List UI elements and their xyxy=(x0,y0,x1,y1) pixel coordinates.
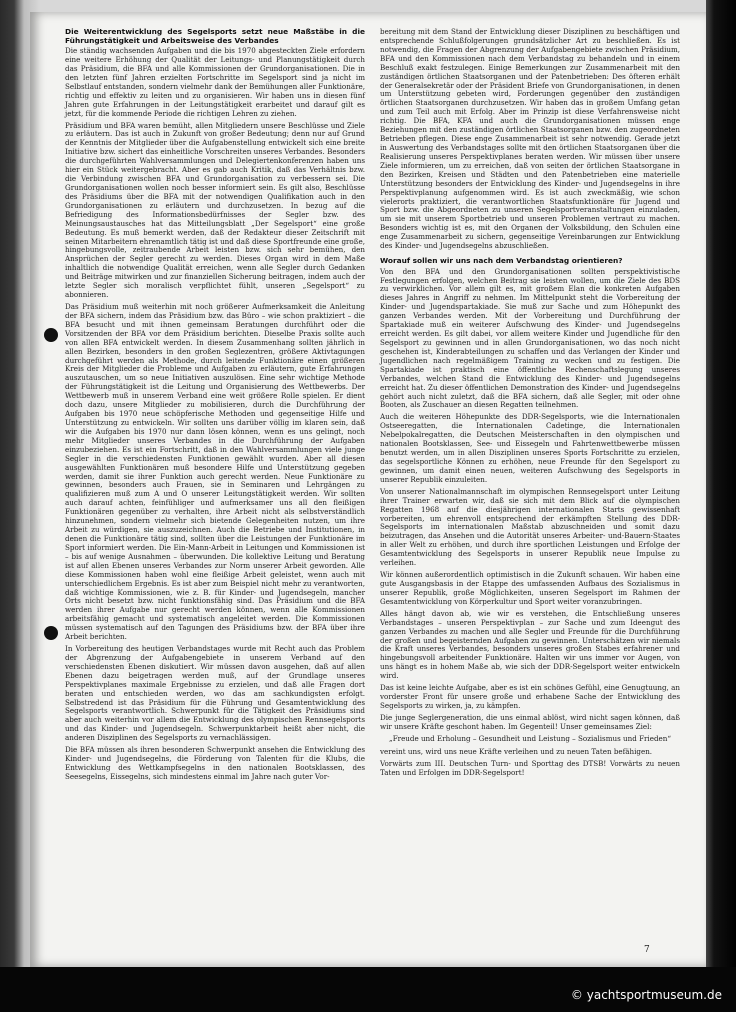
paragraph: Die junge Seglergeneration, die uns einmal ablöst, wird nicht sagen können, daß wir unsere Kräfte geschont haben. Im Gegenteil! Unser gemeinsames Ziel: xyxy=(380,712,680,731)
paragraph: Die ständig wachsenden Aufgaben und die bis 1970 abgesteckten Ziele erfordern eine weitere Erhöhung der Qualität der Leitungs- und Planungstätigkeit durch das Präsidium, die BFA und alle Kommissionen der Grundorganisationen. Die in den letzten fünf Jahren erzielten Fortschritte im Segelsport sind ja nicht im Selbstlauf entstanden, sondern vielmehr dank der Bemühungen aller Funktionäre, richtig und effektiv zu leiten und zu organisieren. Wir haben uns in diesen fünf Jahren gute Erfahrungen in der Leitungstätigkeit erarbeitet und darauf gilt es jetzt, für die kommende Periode die richtigen Lehren zu ziehen. xyxy=(65,46,365,118)
paragraph: Von den BFA und den Grundorganisationen sollten perspektivistische Festlegungen erfolgen, welchen Beitrag sie leisten wollen, um die Ziele des BDS zu verwirklichen. Vor allem gilt es, mit großem Elan die konkreten Aufgaben dieses Jahres in Angriff zu nehmen. Im Mittelpunkt steht die Vorbereitung der Kinder- und Jugendspartakiade. Sie muß zur Sache und zum Höhepunkt des ganzen Verbandes werden. Mit der Vorbereitung und Durchführung der Spartakiade muß ein weiterer Aufschwung des Kinder- und Jugendsegelns erreicht werden. Es gilt dabei, vor allem weitere Kinder und Jugendliche für den Segelsport zu gewinnen und in allen Grundorganisationen, wo das noch nicht geschehen ist, Kinderabteilungen zu schaffen und das Verlangen der Kinder und Jugendlichen nach regelmäßigem Training zu wecken und zu festigen. Die Spartakiade ist praktisch eine öffentliche Rechenschaftslegung unseres Verbandes, welchen Stand die Entwicklung des Kinder- und Jugendsegelns erreicht hat. Zu dieser öffentlichen Demonstration des Kinder- und Jugendsegelns gehört auch nicht zuletzt, daß die BFA sichern, daß alle Segler, mit oder ohne Booten, als Zuschauer an diesen Regatten teilnehmen. xyxy=(380,266,680,410)
watermark-credit: © yachtsportmuseum.de xyxy=(570,988,722,1002)
paragraph: vereint uns, wird uns neue Kräfte verleihen und zu neuen Taten befähigen. xyxy=(380,746,653,756)
paragraph: Das ist keine leichte Aufgabe, aber es ist ein schönes Gefühl, eine Genugtuung, an vorderster Front für unsere große und erhabene Sache der Entwicklung des Segelsports zu wirken, ja, zu kämpfen. xyxy=(380,683,680,710)
motto-quote: „Freude und Erholung – Gesundheit und Leistung – Sozialismus und Frieden“ xyxy=(389,733,671,743)
paragraph: Das Präsidium muß weiterhin mit noch größerer Aufmerksamkeit die Anleitung der BFA sichern, indem das Präsidium bzw. das Büro – wie schon praktiziert – die BFA besucht und mit ihnen gemeinsam Beratungen durchführt oder die Vorsitzenden der BFA vor dem Präsidium berichten. Dieselbe Praxis sollte auch von allen BFA entwickelt werden. In diesem Zusammenhang sollten jährlich in allen Bezirken, besonders in den großen Seglezentren, größere Aktivtagungen durchgeführt werden als Methode, durch leitende Funktionäre einen größeren Kreis der Mitglieder die Probleme und Aufgaben zu erläutern, gute Erfahrungen auszutauschen, um so neue Initiativen auszulösen. Eine sehr wichtige Methode der Führungstätigkeit ist die Leitung und Organisierung des Wettbewerbs. Der Wettbewerb muß in unserem Verband eine weit größere Rolle spielen. Er dient doch dazu, unsere Mitglieder zu mobilisieren, durch die Durchführung der Aufgaben bis 1970 neue schöpferische Methoden und gegenseitige Hilfe und Unterstützung zu entwickeln. Wir sollten uns darüber völlig im klaren sein, daß wir die Aufgaben bis 1970 nur dann lösen können, wenn es uns gelingt, noch mehr Mitglieder unseres Verbandes in die Durchführung der Aufgaben einzubeziehen. Es ist ein Fortschritt, daß in den Wahlversammlungen viele junge Segler in die verschiedensten Funktionen gewählt wurden. Aber all diesen ausgewählten Funktionären muß besondere Hilfe und Unterstützung gegeben werden, damit sie ihrer Funktion auch gerecht werden. Neue Funktionäre zu gewinnen, besonders auch Frauen, sie in Seminaren und Lehrgängen zu qualifizieren muß zum A und O unserer Leitungstätigkeit werden. Wir sollten auch darauf achten, feinfühliger und aufmerksamer uns all den fleißigen Funktionären gegenüber zu verhalten, ihre Arbeit nicht als selbstverständlich hinzunehmen, sondern vielmehr sich bietende Gelegenheiten nutzen, um ihre Arbeit zu würdigen, sie auszuzeichnen. Auch die Betriebe und Institutionen, in denen die Funktionäre tätig sind, sollten über die Leistungen der Funktionäre im Sport informiert werden. Die Ein-Mann-Arbeit in Leitungen und Kommissionen ist – bis auf wenige Ausnahmen – überwunden. Die kollektive Leitung und Beratung ist auf allen Ebenen unseres Verbandes zur Norm unserer Arbeit geworden. Alle diese Kommissionen haben wohl eine fleißige Arbeit geleistet, wenn auch mit unterschiedlichem Ergebnis. Es ist aber zum Beispiel nicht mehr zu verantworten, daß wichtige Kommissionen, wie z. B. für Kinder- und Jugendsegeln, mancher Orts nicht besetzt bzw. nicht funktionsfähig sind. Das Präsidium und die BFA werden ihrer Aufgabe nur gerecht werden können, wenn alle Kommissionen arbeitsfähig gemacht und systematisch angeleitet werden. Die Kommissionen müssen systematisch auf den Tagungen des Präsidiums bzw. der BFA über ihre Arbeit berichten. xyxy=(65,302,365,642)
left-column xyxy=(65,28,365,785)
section-heading: Die Weiterentwicklung des Segelsports setzt neue Maßstäbe in die Führungstätigkeit und Arbeitsweise des Verbandes xyxy=(65,27,365,45)
right-column xyxy=(380,28,680,780)
section-heading: Worauf sollen wir uns nach dem Verbandstag orientieren? xyxy=(380,256,623,266)
paragraph: Auch die weiteren Höhepunkte des DDR-Segelsports, wie die Internationalen Ostseeregatten, die Internationalen Cadetinge, die Internationalen Nebelpokalregatten, die Deutschen Meisterschaften in den olympischen und nationalen Bootsklassen, See- und Eissegeln und Fahrtenwettbewerbe müssen benutzt werden, um in allen Disziplinen unseres Sports Fortschritte zu erzielen, das segelsportliche Können zu erhöhen, neue Freunde für den Segelsport zu gewinnen, um damit einen neuen, weiteren Aufschwung des Segelsports in unserer Republik einzuleiten. xyxy=(380,412,680,484)
paragraph: Vorwärts zum III. Deutschen Turn- und Sporttag des DTSB! Vorwärts zu neuen Taten und Erfolgen im DDR-Segelsport! xyxy=(380,758,680,777)
paragraph: Präsidium und BFA waren bemüht, allen Mitgliedern unsere Beschlüsse und Ziele zu erläutern. Das ist auch in Zukunft von großer Bedeutung; denn nur auf Grund der Kenntnis der Mitglieder über die Aufgabenstellung entwickelt sich eine breite Initiative bzw. sichert das einheitliche Vorschreiten unseres Verbandes. Besonders die durchgeführten Wahlversammlungen und Delegiertenkonferenzen haben uns hier ein Stück weitergebracht. Aber es gab auch Kritik, daß das Verhältnis bzw. die Verbindung zwischen BFA und Grundorganisation zu verbessern sei. Die Grundorganisationen wollen noch besser informiert sein. Es gilt also, Beschlüsse des Präsidiums über die BFA mit der notwendigen Qualifikation auch in den Grundorganisationen zu erläutern und durchzusetzen. In bezug auf die Befriedigung des Informationsbedürfnisses der Segler bzw. des Meinungsaustausches hat das Mitteilungsblatt „Der Segelsport“ eine große Bedeutung. Es muß bemerkt werden, daß der Redakteur dieser Zeitschrift mit seinen Mitarbeitern ehrenamtlich tätig ist und daß diese Sportfreunde eine große, hingebungsvolle, zeitraubende Arbeit leisten bzw. sich sehr bemühen, den Ansprüchen der Segler gerecht zu werden. Dieses Organ wird in dem Maße inhaltlich die notwendige Qualität erreichen, wenn alle Segler durch Gedanken und Beiträge mitwirken und zur finanziellen Sicherung beitragen, indem auch der letzte Segler sich moralisch verpflichtet fühlt, unseren „Segelsport“ zu abonnieren. xyxy=(65,120,365,300)
punch-hole xyxy=(44,328,58,342)
paragraph: Die BFA müssen als ihren besonderen Schwerpunkt ansehen die Entwicklung des Kinder- und Jugendsegelns, die Förderung von Talenten für die Klubs, die Entwicklung des Wettkampfsegelns in den nationalen Bootsklassen, des Seesegelns, Eissegelns, sich mindestens einmal im Jahre nach guter Vor- xyxy=(65,745,365,781)
paragraph: Von unserer Nationalmannschaft im olympischen Rennsegelsport unter Leitung ihrer Trainer erwarten wir, daß sie sich mit dem Blick auf die olympischen Regatten 1968 auf die diesjährigen internationalen Starts gewissenhaft vorbereiten, um ehrenvoll entsprechend der erkämpften Stellung des DDR-Segelsports im internationalen Maßstab abzuschneiden und somit dazu beizutragen, das Ansehen und die Autorität unseres Arbeiter- und-Bauern-Staates in aller Welt zu erhöhen, und durch ihre sportlichen Leistungen und Erfolge der Gesamtentwicklung des Segelsports in unserer Republik neue Impulse zu verleihen. xyxy=(380,486,680,568)
paragraph: bereitung mit dem Stand der Entwicklung dieser Disziplinen zu beschäftigen und entsprechende Schlußfolgerungen grundsätzlicher Art zu beschließen. Es ist notwendig, die Fragen der Abgrenzung der Aufgabengebiete zwischen Präsidium, BFA und den Kommissionen nach dem Verbandstag zu behandeln und in einem Beschluß exakt festzulegen. Einige Bemerkungen zur Zusammenarbeit mit den zuständigen örtlichen Staatsorganen und der Patenbetrieben: Des öfteren erhält der Generalsekretär oder der Präsident Briefe von Grundorganisationen, in denen um Unterstützung gebeten wird, Forderungen gegenüber den zuständigen örtlichen Staatsorganen durchzusetzen. Wir haben das in großem Umfang getan und zum Teil auch mit Erfolg. Aber im Prinzip ist diese Verfahrensweise nicht richtig. Die BFA, KFA und auch die Grundorganisationen müssen enge Beziehungen mit den zuständigen örtlichen Staatsorganen bzw. den zugeordneten Betrieben pflegen. Diese enge Zusammenarbeit ist sehr notwendig. Gerade jetzt in Auswertung des Verbandstages sollte mit den örtlichen Staatsorganen über die Realisierung unseres Perspektivplanes beraten werden. Wir müssen über unsere Ziele informieren, um zu erreichen, daß von seiten der örtlichen Staatsorgane in den Bezirken, Kreisen und Städten und den Patenbetrieben eine materielle Unterstützung besonders der Entwicklung des Kinder- und Jugendsegelns in ihre Perspektivplanung aufgenommen wird. Es ist auch zweckmäßig, wie schon vielerorts praktiziert, die verantwortlichen Staatsfunktionäre für Jugend und Sport bzw. die Abgeordneten zu unseren Segelsportveranstaltungen einzuladen, um sie mit unserem Sportbetrieb und unseren Problemen vertraut zu machen. Besonders wichtig ist es, mit den Organen der Volksbildung, den Schulen eine enge Zusammenarbeit zu sichern, gegenseitige Vereinbarungen zur Entwicklung des Kinder- und Jugendsegelns abzuschließen. xyxy=(380,27,680,251)
paragraph: Alles hängt davon ab, wie wir es verstehen, die Entschließung unseres Verbandstages – unseren Perspektivplan – zur Sache und zum Ideengut des ganzen Verbandes zu machen und alle Segler und Freunde für die Durchführung der großen und begeisternden Aufgaben zu gewinnen. Unterschätzen wir niemals die Kraft unseres Verbandes, besonders unseres großen Stabes erfahrener und hingebungsvoll arbeitender Funktionäre. Halten wir uns immer vor Augen, von uns hängt es in hohem Maße ab, wie sich der DDR-Segelsport weiter entwickeln wird. xyxy=(380,608,680,681)
paragraph: Wir können außerordentlich optimistisch in die Zukunft schauen. Wir haben eine gute Ausgangsbasis in der Etappe des umfassenden Aufbaus des Sozialismus in unserer Republik, große Möglichkeiten, unseren Segelsport im Rahmen der Gesamtentwicklung von Körperkultur und Sport weiter voranzubringen. xyxy=(380,570,680,606)
paragraph: In Vorbereitung des heutigen Verbandstages wurde mit Recht auch das Problem der Abgrenzung der Aufgabengebiete in unserem Verband auf den verschiedensten Ebenen diskutiert. Wir müssen davon ausgehen, daß auf allen Ebenen dazu beigetragen werden muß, auf der Grundlage unseres Perspektivplanes maximale Ergebnisse zu erzielen, und daß alle Fragen dort beraten und entschieden werden, wo das am sachkundigsten erfolgt. Selbstredend ist das Präsidium für die Führung und Gesamtentwicklung des Segelsports verantwortlich. Schwerpunkt für die Tätigkeit des Präsidiums sind aber auch weiterhin vor allem die Entwicklung des olympischen Rennsegelsports und das Kinder- und Jugendsegeln. Schwerpunktarbeit heißt aber nicht, die anderen Disziplinen des Segelsports zu vernachlässigen. xyxy=(65,644,365,743)
punch-hole xyxy=(44,626,58,640)
scan-edge-right xyxy=(706,0,736,1012)
page-number: 7 xyxy=(644,945,650,955)
